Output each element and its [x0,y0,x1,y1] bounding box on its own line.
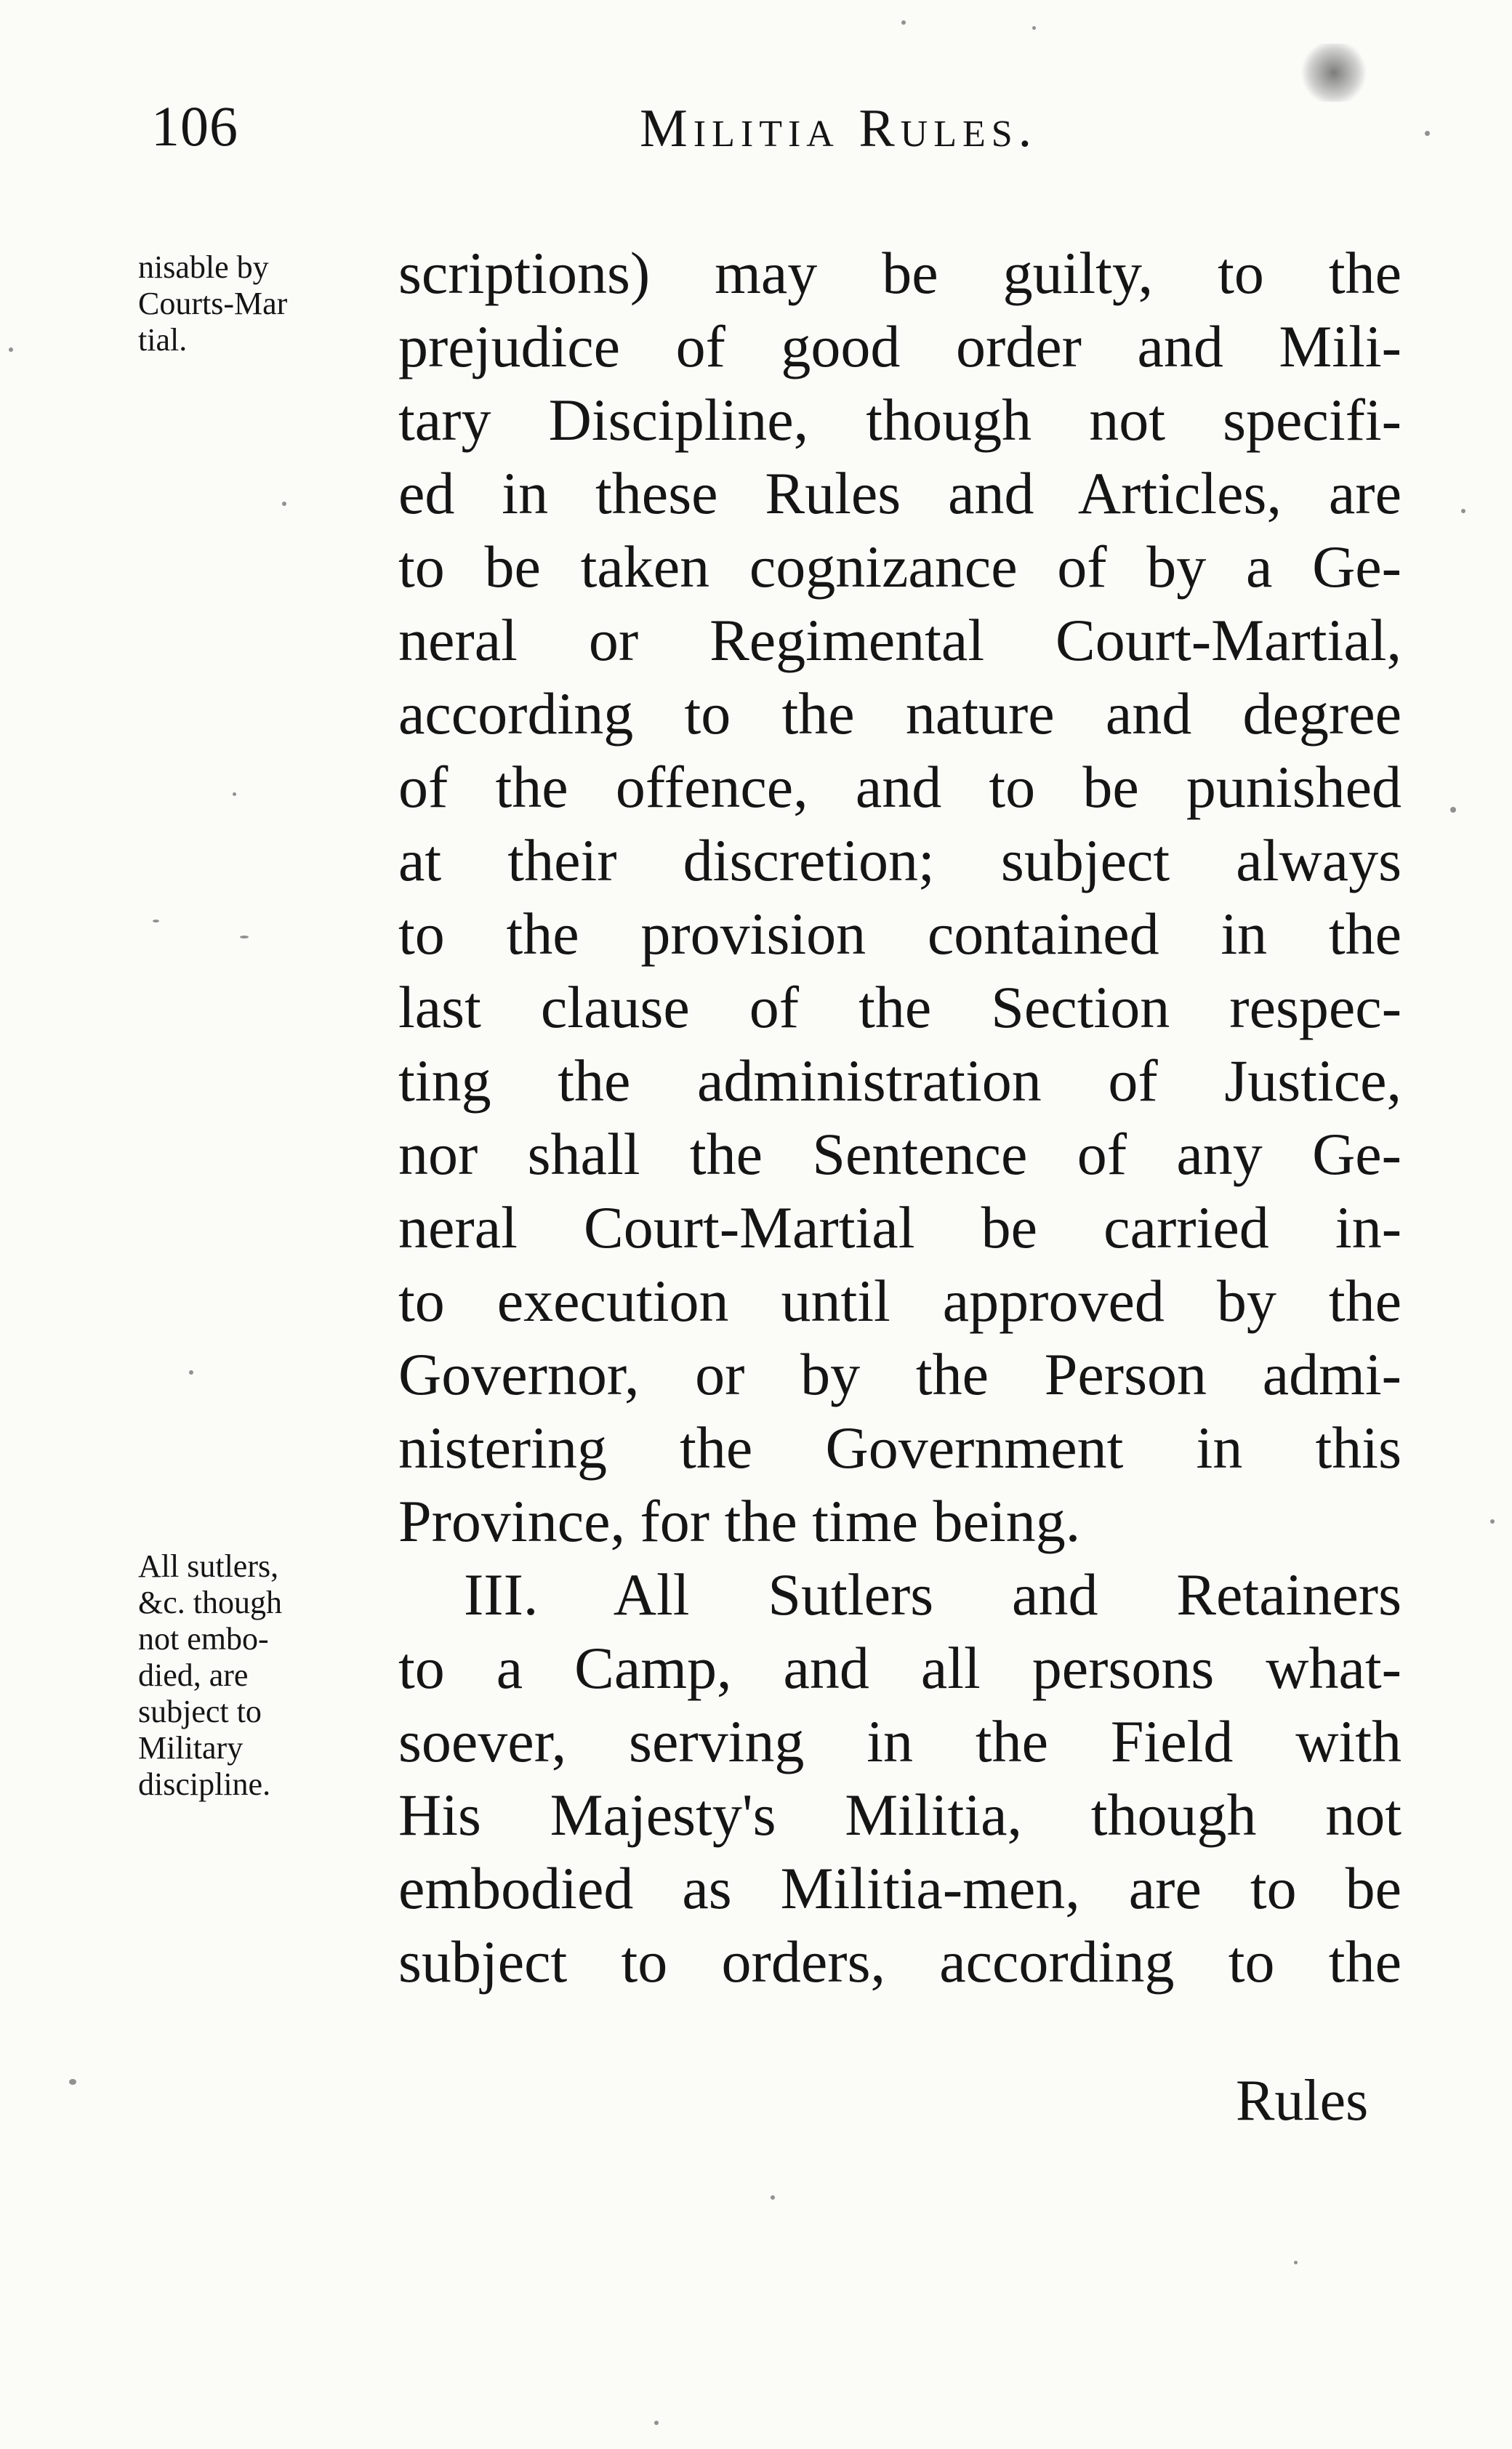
body-line: to be taken cognizance of by a Ge- [398,534,1402,600]
speck [153,920,159,922]
body-line: prejudice of good order and Mili- [398,313,1402,379]
speck [9,347,13,352]
body-line: according to the nature and degree [398,680,1402,747]
speck [233,792,236,796]
speck [901,20,906,25]
body-line: scriptions) may be guilty, to the [398,240,1402,306]
body-line: last clause of the Section respec- [398,974,1402,1040]
body-line: soever, serving in the Field with [398,1708,1402,1774]
catchword: Rules [1236,2069,1369,2133]
margin-note-line: &c. though [138,1585,282,1620]
body-line: of the offence, and to be punished [398,754,1402,820]
body-line: ed in these Rules and Articles, are [398,460,1402,526]
ink-smudge [1301,44,1367,102]
body-line: nistering the Government in this [398,1415,1402,1481]
body-line: Governor, or by the Person admi- [398,1341,1402,1407]
margin-note-sutlers [138,1548,363,1803]
margin-note-line: Military [138,1730,244,1766]
margin-note-line: not embo- [138,1621,269,1657]
body-line: subject to orders, according to the [398,1929,1402,1995]
margin-note-line: died, are [138,1657,249,1693]
speck [771,2195,775,2200]
speck [654,2421,659,2425]
speck [282,502,286,506]
speck [189,1370,193,1375]
margin-note-line: Courts-Mar [138,286,288,321]
margin-note-line: discipline. [138,1766,271,1802]
running-title: Militia Rules. [640,99,1038,158]
margin-note-line: tial. [138,322,188,358]
body-line: to execution until approved by the [398,1268,1402,1334]
body-line: His Majesty's Militia, though not [398,1782,1402,1848]
body-line: neral Court-Martial be carried in- [398,1194,1402,1260]
speck [1490,1519,1495,1524]
body-text [398,236,1402,1998]
body-line: neral or Regimental Court-Martial, [398,607,1402,673]
page-number: 106 [151,94,238,158]
body-line: tary Discipline, though not specifi- [398,387,1402,453]
margin-note-line: All sutlers, [138,1548,279,1584]
body-line: embodied as Militia-men, are to be [398,1855,1402,1921]
body-line: to a Camp, and all persons what- [398,1635,1402,1701]
body-line: at their discretion; subject always [398,827,1402,893]
speck [69,2079,76,2085]
speck [1450,807,1456,813]
body-line: ting the administration of Justice, [398,1047,1402,1114]
speck [1032,26,1036,30]
margin-note-punishable [138,249,363,358]
speck [1425,131,1430,136]
body-line: Province, for the time being. [398,1488,1081,1554]
body-line: to the provision contained in the [398,901,1402,967]
body-line: nor shall the Sentence of any Ge- [398,1121,1402,1187]
margin-note-line: subject to [138,1694,262,1729]
section-start-line: III. All Sutlers and Retainers [464,1561,1402,1628]
speck [1461,509,1465,513]
speck [1294,2261,1298,2264]
margin-note-line: nisable by [138,249,269,285]
speck [240,936,249,938]
